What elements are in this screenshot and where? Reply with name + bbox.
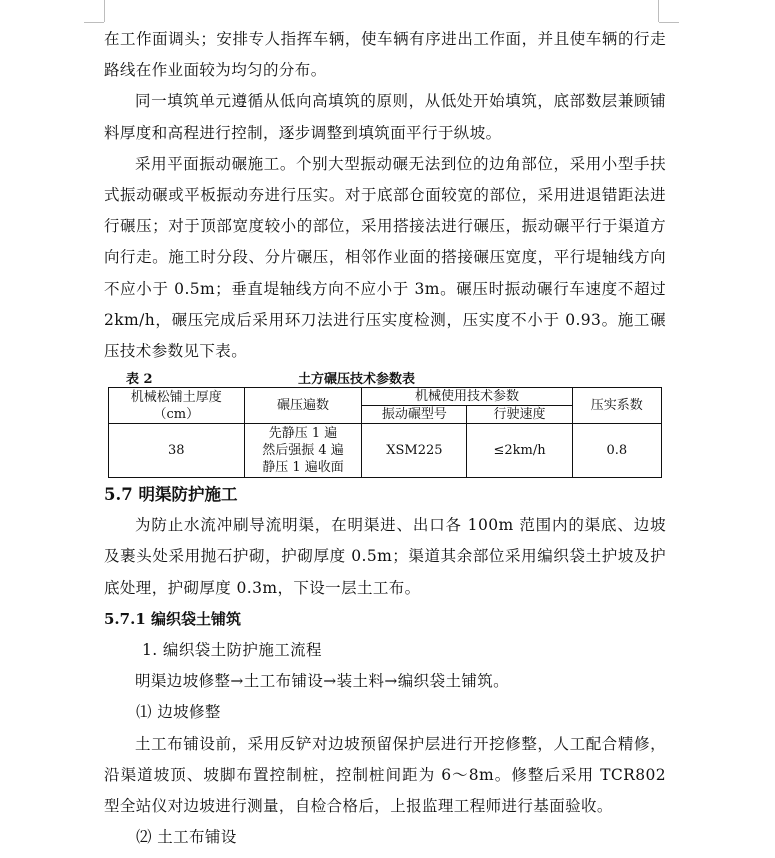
table-row <box>109 424 662 478</box>
header-machine-params: 机械使用技术参数 <box>362 388 572 406</box>
compaction-parameters-table <box>108 387 662 478</box>
list-item: 1. 编织袋土防护施工流程 <box>142 641 322 660</box>
header-roller-model: 振动碾型号 <box>362 406 467 424</box>
section-heading: 5.7 明渠防护施工 <box>104 485 238 505</box>
body-paragraph: 采用平面振动碾施工。个别大型振动碾无法到位的边角部位，采用小型手扶式振动碾或平板振动夯进行压实。对于底部仓面较宽的部位，采用进退错距法进行碾压；对于顶部宽度较小的部位，采用搭接法进行碾压，振动碾平行于渠道方向行走。施工时分段、分片碾压，相邻作业面的搭接碾压宽度，平行堤轴线方向不应小于 0.5m；垂直堤轴线方向不应小于 3m。碾压时振动碾行车速度不超过 2km/h，碾压完成后采用环刀法进行压实度检测，压实度不小于 0.93。施工碾压技术参数见下表。 <box>104 154 666 361</box>
header-compaction: 压实系数 <box>572 388 661 424</box>
crop-mark-left-horizontal <box>84 22 104 23</box>
header-passes: 碾压遍数 <box>244 388 362 424</box>
table-caption <box>104 367 666 387</box>
header-speed: 行驶速度 <box>467 406 572 424</box>
crop-mark-left-vertical <box>104 0 105 22</box>
cell-speed: ≤2km/h <box>467 424 572 478</box>
body-paragraph: 在工作面调头；安排专人指挥车辆，使车辆有序进出工作面，并且使车辆的行走路线在作业面较为均匀的分布。 <box>104 30 666 80</box>
list-item: ⑵ 土工布铺设 <box>136 828 237 847</box>
header-thickness: 机械松铺土厚度 （cm） <box>109 388 245 424</box>
table-number: 表 2 <box>126 372 153 388</box>
cell-roller-model: XSM225 <box>362 424 467 478</box>
cell-compaction: 0.8 <box>572 424 661 478</box>
body-paragraph: 为防止水流冲刷导流明渠，在明渠进、出口各 100m 范围内的渠底、边坡及裹头处采用抛石护砌，护砌厚度 0.5m；渠道其余部位采用编织袋土护坡及护底处理，护砌厚度 0.3m，下设一层土工布。 <box>104 516 666 597</box>
crop-mark-right-horizontal <box>659 22 679 23</box>
body-paragraph: 土工布铺设前，采用反铲对边坡预留保护层进行开挖修整，人工配合精修，沿渠道坡顶、坡脚布置控制桩，控制桩间距为 6～8m。修整后采用 TCR802 型全站仪对边坡进行测量，自检合格后，上报监理工程师进行基面验收。 <box>104 734 666 816</box>
list-item: ⑴ 边坡修整 <box>136 703 221 722</box>
document-page <box>104 24 666 853</box>
body-paragraph: 明渠边坡修整→土工布铺设→装土料→编织袋土铺筑。 <box>135 672 510 691</box>
table-title: 土方碾压技术参数表 <box>298 372 416 388</box>
subsection-heading: 5.7.1 编织袋土铺筑 <box>104 609 241 628</box>
crop-mark-right-vertical <box>658 0 659 22</box>
body-paragraph: 同一填筑单元遵循从低向高填筑的原则，从低处开始填筑，底部数层兼顾铺料厚度和高程进行控制，逐步调整到填筑面平行于纵坡。 <box>104 92 666 142</box>
cell-thickness: 38 <box>109 424 245 478</box>
cell-passes: 先静压 1 遍 然后强振 4 遍 静压 1 遍收面 <box>244 424 362 478</box>
